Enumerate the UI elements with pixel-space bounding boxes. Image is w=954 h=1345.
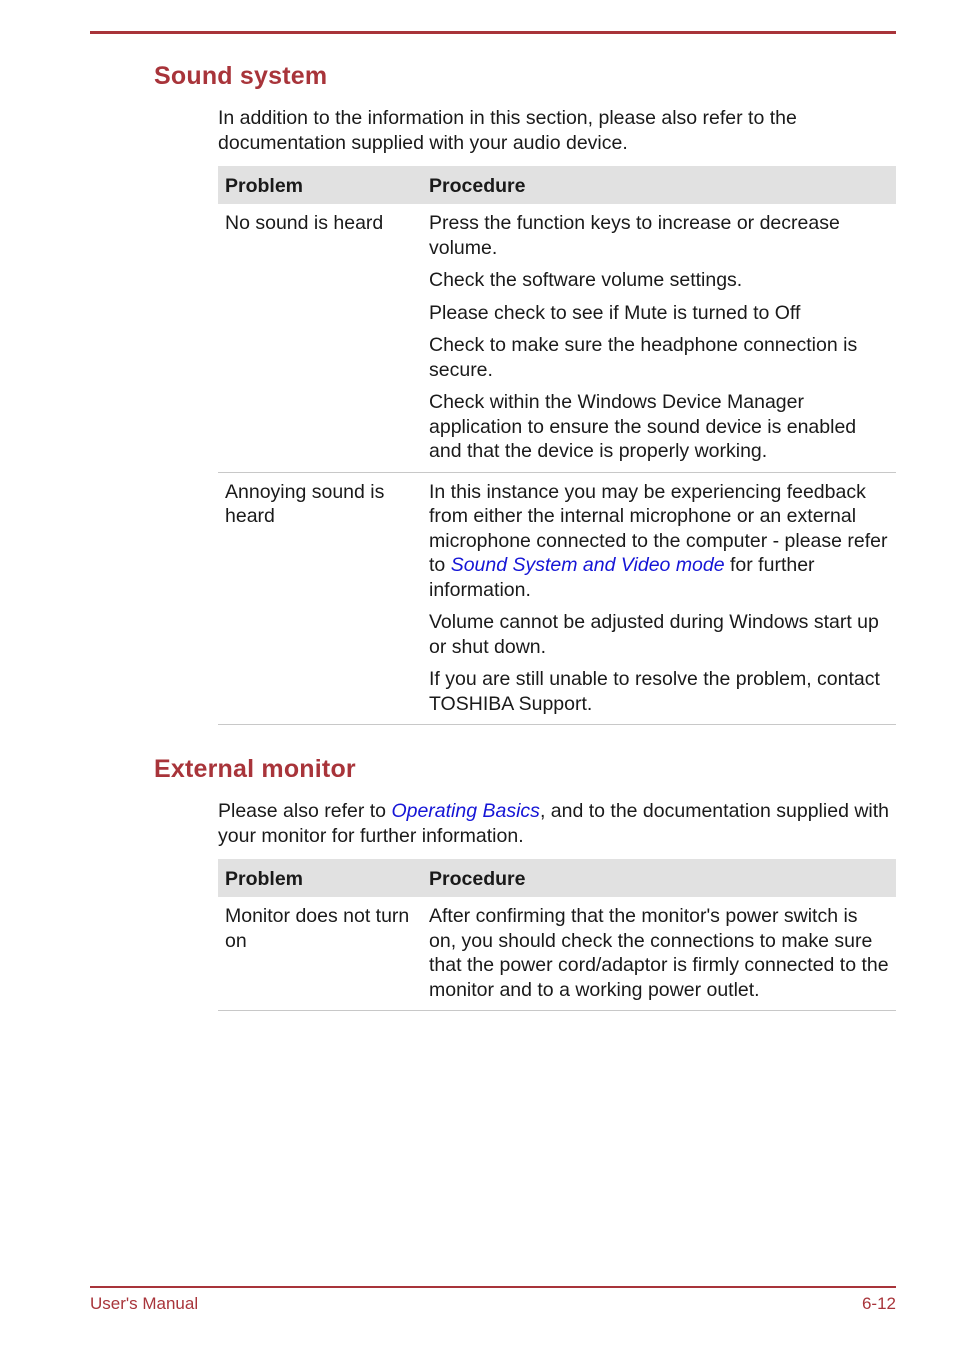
table-row — [218, 204, 896, 472]
procedure-step: After confirming that the monitor's power switch is on, you should check the connections to make sure that the power cord/adaptor is firmly connected to the monitor and to a working power outlet. — [429, 905, 889, 1001]
sound-problem-table — [218, 166, 896, 725]
section-heading-sound-system: Sound system — [154, 62, 328, 90]
problem-cell: Annoying sound is heard — [218, 472, 422, 725]
section-heading-external-monitor: External monitor — [154, 755, 356, 783]
column-header-problem: Problem — [218, 166, 422, 204]
monitor-problem-table — [218, 859, 896, 1011]
procedure-step: Please check to see if Mute is turned to Off — [429, 301, 801, 324]
table-row — [218, 897, 896, 1011]
procedure-step: Check the software volume settings. — [429, 269, 743, 291]
top-rule — [90, 31, 896, 34]
intro-text: , and to the documentation supplied with your monitor for further information. — [218, 800, 890, 847]
procedure-step: If you are still unable to resolve the problem, contact TOSHIBA Support. — [429, 668, 880, 715]
procedure-cell — [422, 204, 896, 472]
procedure-step — [429, 480, 889, 603]
column-header-procedure: Procedure — [422, 166, 896, 204]
sound-intro-paragraph: In addition to the information in this section, please also refer to the documentation supplied with your audio device. — [218, 107, 797, 154]
procedure-text: for further information. — [429, 554, 815, 601]
table-header-row — [218, 859, 896, 897]
intro-text: Please also refer to — [218, 800, 392, 822]
footer-manual-title: User's Manual — [90, 1294, 199, 1313]
procedure-text: In this instance you may be experiencing feedback from either the internal microphone or an external microphone connected to the computer - please refer to — [429, 480, 888, 576]
problem-cell: Monitor does not turn on — [218, 897, 422, 1011]
column-header-procedure: Procedure — [422, 859, 896, 897]
footer-page-number: 6-12 — [861, 1294, 896, 1313]
procedure-cell — [422, 897, 896, 1011]
table-header-row — [218, 166, 896, 204]
link-sound-system-and-video-mode[interactable]: Sound System and Video mode — [450, 554, 725, 576]
procedure-step: Check within the Windows Device Manager application to ensure the sound device is enabled and that the device is properly working. — [429, 391, 857, 462]
procedure-step: Check to make sure the headphone connection is secure. — [429, 334, 858, 381]
procedure-cell — [422, 472, 896, 725]
problem-cell: No sound is heard — [218, 204, 422, 472]
procedure-step: Volume cannot be adjusted during Windows start up or shut down. — [429, 611, 879, 658]
monitor-intro-paragraph — [218, 799, 898, 848]
column-header-problem: Problem — [218, 859, 422, 897]
bottom-rule — [90, 1286, 896, 1288]
table-row — [218, 472, 896, 725]
link-operating-basics[interactable]: Operating Basics — [391, 800, 540, 822]
procedure-step: Press the function keys to increase or decrease volume. — [429, 212, 840, 259]
